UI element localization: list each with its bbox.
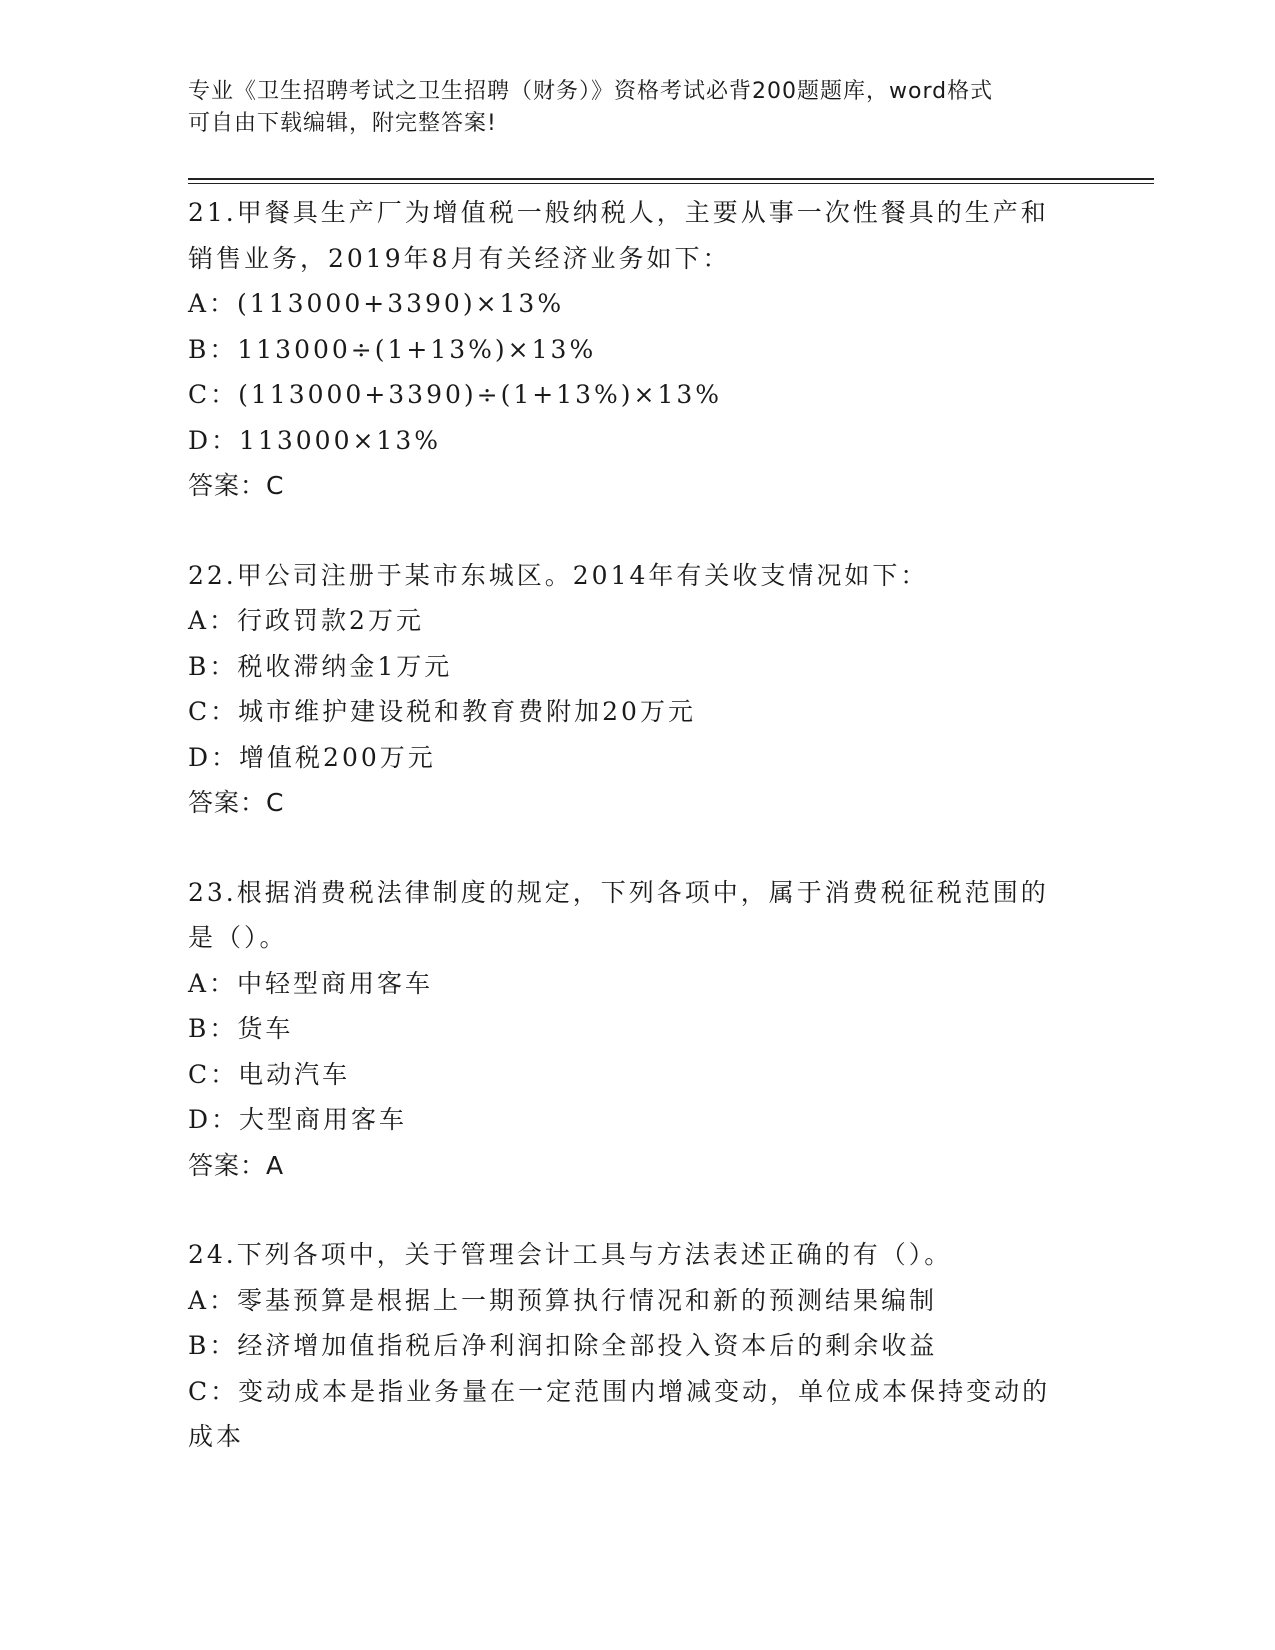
question-stem-line: 22.甲公司注册于某市东城区。2014年有关收支情况如下： [188, 560, 929, 590]
option-a: A：(113000+3390)×13% [188, 289, 565, 318]
question-stem-line: 21.甲餐具生产厂为增值税一般纳税人，主要从事一次性餐具的生产和 [188, 198, 1049, 227]
question-stem-line: 24.下列各项中，关于管理会计工具与方法表述正确的有（）。 [188, 1240, 953, 1269]
option-d: D：113000×13% [188, 425, 441, 455]
option-b: B：货车 [188, 1014, 294, 1043]
question-stem-line: 销售业务，2019年8月有关经济业务如下： [188, 243, 731, 273]
answer-line: 答案：A [188, 1150, 285, 1180]
option-c: C：城市维护建设税和教育费附加20万元 [188, 697, 696, 726]
question-stem-line: 是（）。 [188, 923, 288, 952]
option-a: A：中轻型商用客车 [188, 968, 434, 998]
option-c: C：变动成本是指业务量在一定范围内增减变动，单位成本保持变动的 [188, 1376, 1051, 1406]
question-23 [188, 870, 1088, 1189]
answer-line: 答案：C [188, 788, 285, 817]
option-a: A：零基预算是根据上一期预算执行情况和新的预测结果编制 [188, 1285, 938, 1315]
option-c: C：(113000+3390)÷(1+13%)×13% [188, 380, 723, 409]
question-stem-line: 23.根据消费税法律制度的规定，下列各项中，属于消费税征税范围的 [188, 877, 1049, 907]
option-b: B：113000÷(1+13%)×13% [188, 334, 597, 364]
question-24 [188, 1232, 1088, 1460]
option-b: B：税收滞纳金1万元 [188, 651, 453, 681]
option-d: D：大型商用客车 [188, 1105, 408, 1134]
question-22 [188, 553, 1088, 826]
question-21 [188, 190, 1088, 509]
header-divider-thin [188, 183, 1154, 184]
header-line-1: 专业《卫生招聘考试之卫生招聘（财务）》资格考试必背200题题库，word格式 [188, 79, 994, 104]
answer-line: 答案：C [188, 471, 285, 500]
document-header [188, 76, 1088, 140]
option-c-continuation: 成本 [188, 1422, 245, 1451]
header-line-2: 可自由下载编辑，附完整答案! [188, 111, 497, 136]
header-divider-thick [188, 178, 1154, 180]
option-d: D：增值税200万元 [188, 742, 436, 772]
option-a: A：行政罚款2万元 [188, 606, 424, 635]
question-list [188, 190, 1088, 1504]
option-c: C：电动汽车 [188, 1059, 351, 1089]
option-b: B：经济增加值指税后净利润扣除全部投入资本后的剩余收益 [188, 1331, 938, 1360]
